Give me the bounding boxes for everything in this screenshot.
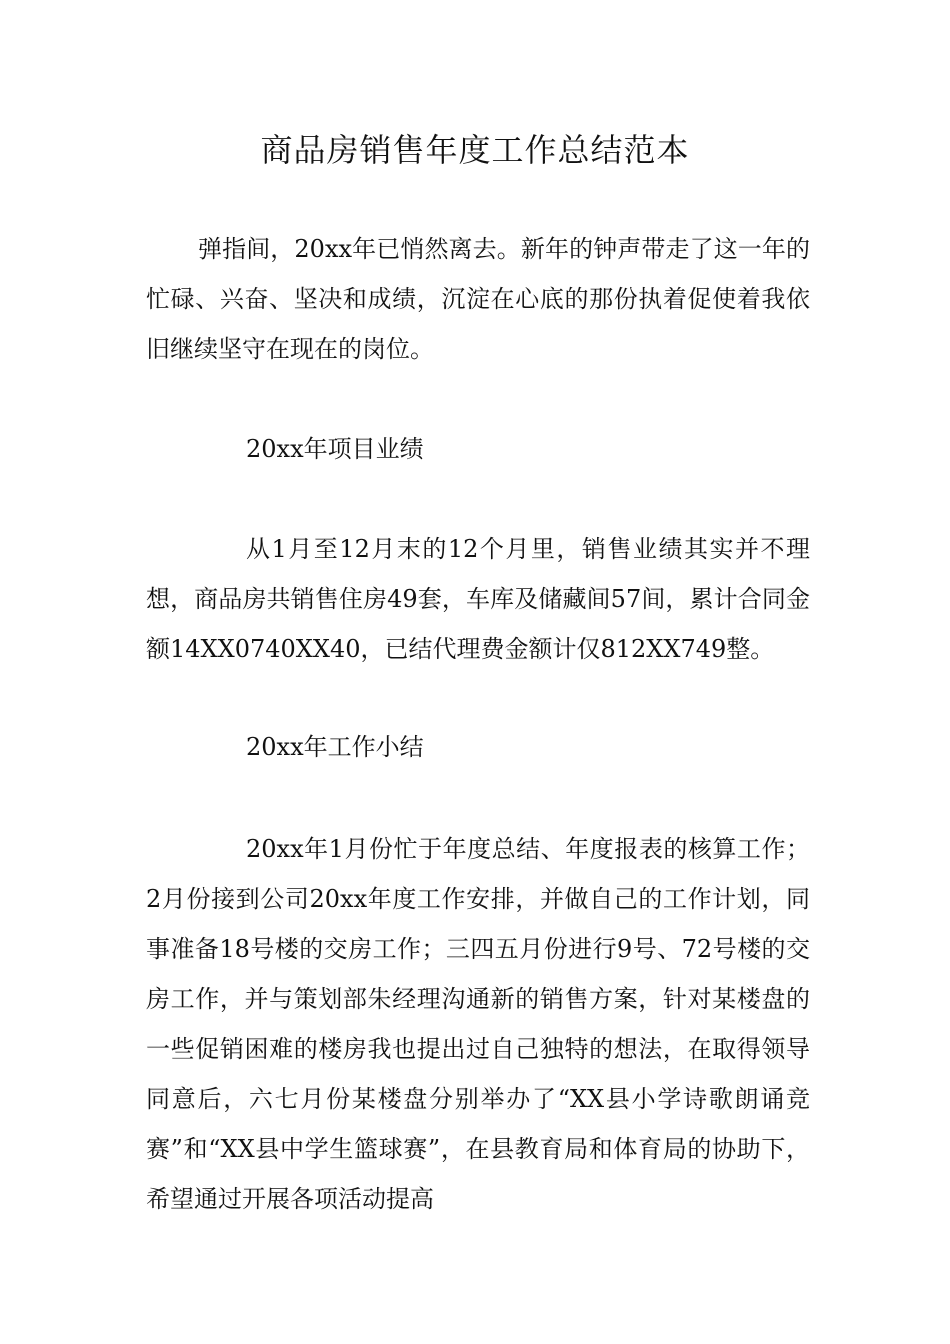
- section-heading-summary: 20xx年工作小结: [246, 733, 424, 761]
- paragraph-intro: 弹指间，20xx年已悄然离去。新年的钟声带走了这一年的忙碌、兴奋、坚决和成绩，沉淀在心底的那份执着促使着我依旧继续坚守在现在的岗位。: [146, 235, 810, 363]
- document-title: 商品房销售年度工作总结范本: [260, 131, 690, 169]
- section-heading-performance: 20xx年项目业绩: [246, 435, 424, 463]
- paragraph-summary: 20xx年1月份忙于年度总结、年度报表的核算工作；2月份接到公司20xx年度工作安排，并做自己的工作计划，同事准备18号楼的交房工作；三四五月份进行9号、72号楼的交房工作，并与策划部朱经理沟通新的销售方案，针对某楼盘的一些促销困难的楼房我也提出过自己独特的想法，在取得领导同意后，六七月份某楼盘分别举办了“XX县小学诗歌朗诵竞赛”和“XX县中学生篮球赛”，在县教育局和体育局的协助下，希望通过开展各项活动提高: [146, 835, 810, 1213]
- paragraph-performance: 从1月至12月末的12个月里，销售业绩其实并不理想，商品房共销售住房49套，车库及储藏间57间，累计合同金额14XX0740XX40，已结代理费金额计仅812XX749整。: [146, 535, 810, 663]
